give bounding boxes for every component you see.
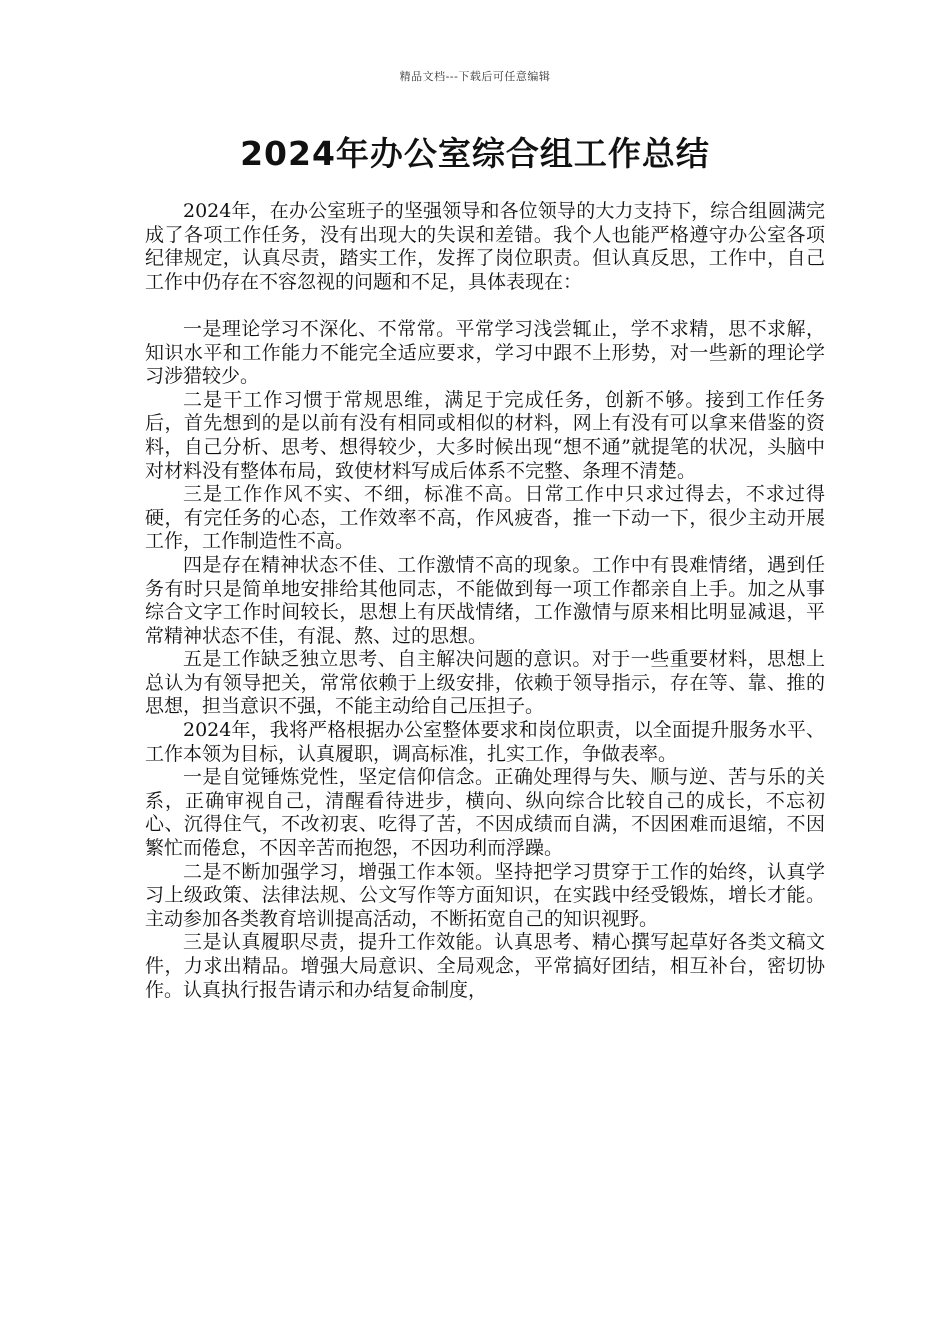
- document-body: [145, 200, 825, 1002]
- paragraph-problem-1: 一是理论学习不深化、不常常。平常学习浅尝辄止，学不求精，思不求解，知识水平和工作能力不能完全适应要求，学习中跟不上形势，对一些新的理论学习涉猎较少。: [145, 317, 825, 388]
- paragraph-problem-4: 四是存在精神状态不佳、工作激情不高的现象。工作中有畏难情绪，遇到任务有时只是简单地安排给其他同志，不能做到每一项工作都亲自上手。加之从事综合文字工作时间较长，思想上有厌战情绪，工作激情与原来相比明显减退，平常精神状态不佳，有混、熬、过的思想。: [145, 553, 825, 647]
- header-note: 精品文档---下载后可任意编辑: [399, 70, 551, 83]
- paragraph-problem-3: 三是工作作风不实、不细，标准不高。日常工作中只求过得去，不求过得硬，有完任务的心态，工作效率不高，作风疲沓，推一下动一下，很少主动开展工作，工作制造性不高。: [145, 483, 825, 553]
- paragraph-spacer: [145, 294, 825, 318]
- paragraph-intro: 2024年，在办公室班子的坚强领导和各位领导的大力支持下，综合组圆满完成了各项工作任务，没有出现大的失误和差错。我个人也能严格遵守办公室各项纪律规定，认真尽责，踏实工作，发挥了岗位职责。但认真反思，工作中，自己工作中仍存在不容忽视的问题和不足，具体表现在：: [145, 200, 825, 293]
- paragraph-problem-5: 五是工作缺乏独立思考、自主解决问题的意识。对于一些重要材料，思想上总认为有领导把关，常常依赖于上级安排，依赖于领导指示，存在等、靠、推的思想，担当意识不强，不能主动给自己压担子。: [145, 648, 825, 718]
- paragraph-problem-2: 二是干工作习惯于常规思维，满足于完成任务，创新不够。接到工作任务后，首先想到的是以前有没有相同或相似的材料，网上有没有可以拿来借鉴的资料，自己分析、思考、想得较少，大多时候出现“想不通”就提笔的状况，头脑中对材料没有整体布局，致使材料写成后体系不完整、条理不清楚。: [145, 388, 825, 482]
- paragraph-plan-3: 三是认真履职尽责，提升工作效能。认真思考、精心撰写起草好各类文稿文件，力求出精品。增强大局意识、全局观念，平常搞好团结，相互补台，密切协作。认真执行报告请示和办结复命制度，: [145, 931, 825, 1001]
- paragraph-plan-2: 二是不断加强学习，增强工作本领。坚持把学习贯穿于工作的始终，认真学习上级政策、法律法规、公文写作等方面知识，在实践中经受锻炼，增长才能。主动参加各类教育培训提高活动，不断拓宽自己的知识视野。: [145, 860, 825, 930]
- paragraph-plan-intro: 2024年，我将严格根据办公室整体要求和岗位职责，以全面提升服务水平、工作本领为目标，认真履职，调高标准，扎实工作，争做表率。: [145, 719, 825, 765]
- paragraph-plan-1: 一是自觉锤炼党性，坚定信仰信念。正确处理得与失、顺与逆、苦与乐的关系，正确审视自己，清醒看待进步，横向、纵向综合比较自己的成长，不忘初心、沉得住气，不改初衷、吃得了苦，不因成绩而自满，不因困难而退缩，不因繁忙而倦怠，不因辛苦而抱怨，不因功利而浮躁。: [145, 766, 825, 860]
- document-title: 2024年办公室综合组工作总结: [240, 134, 710, 173]
